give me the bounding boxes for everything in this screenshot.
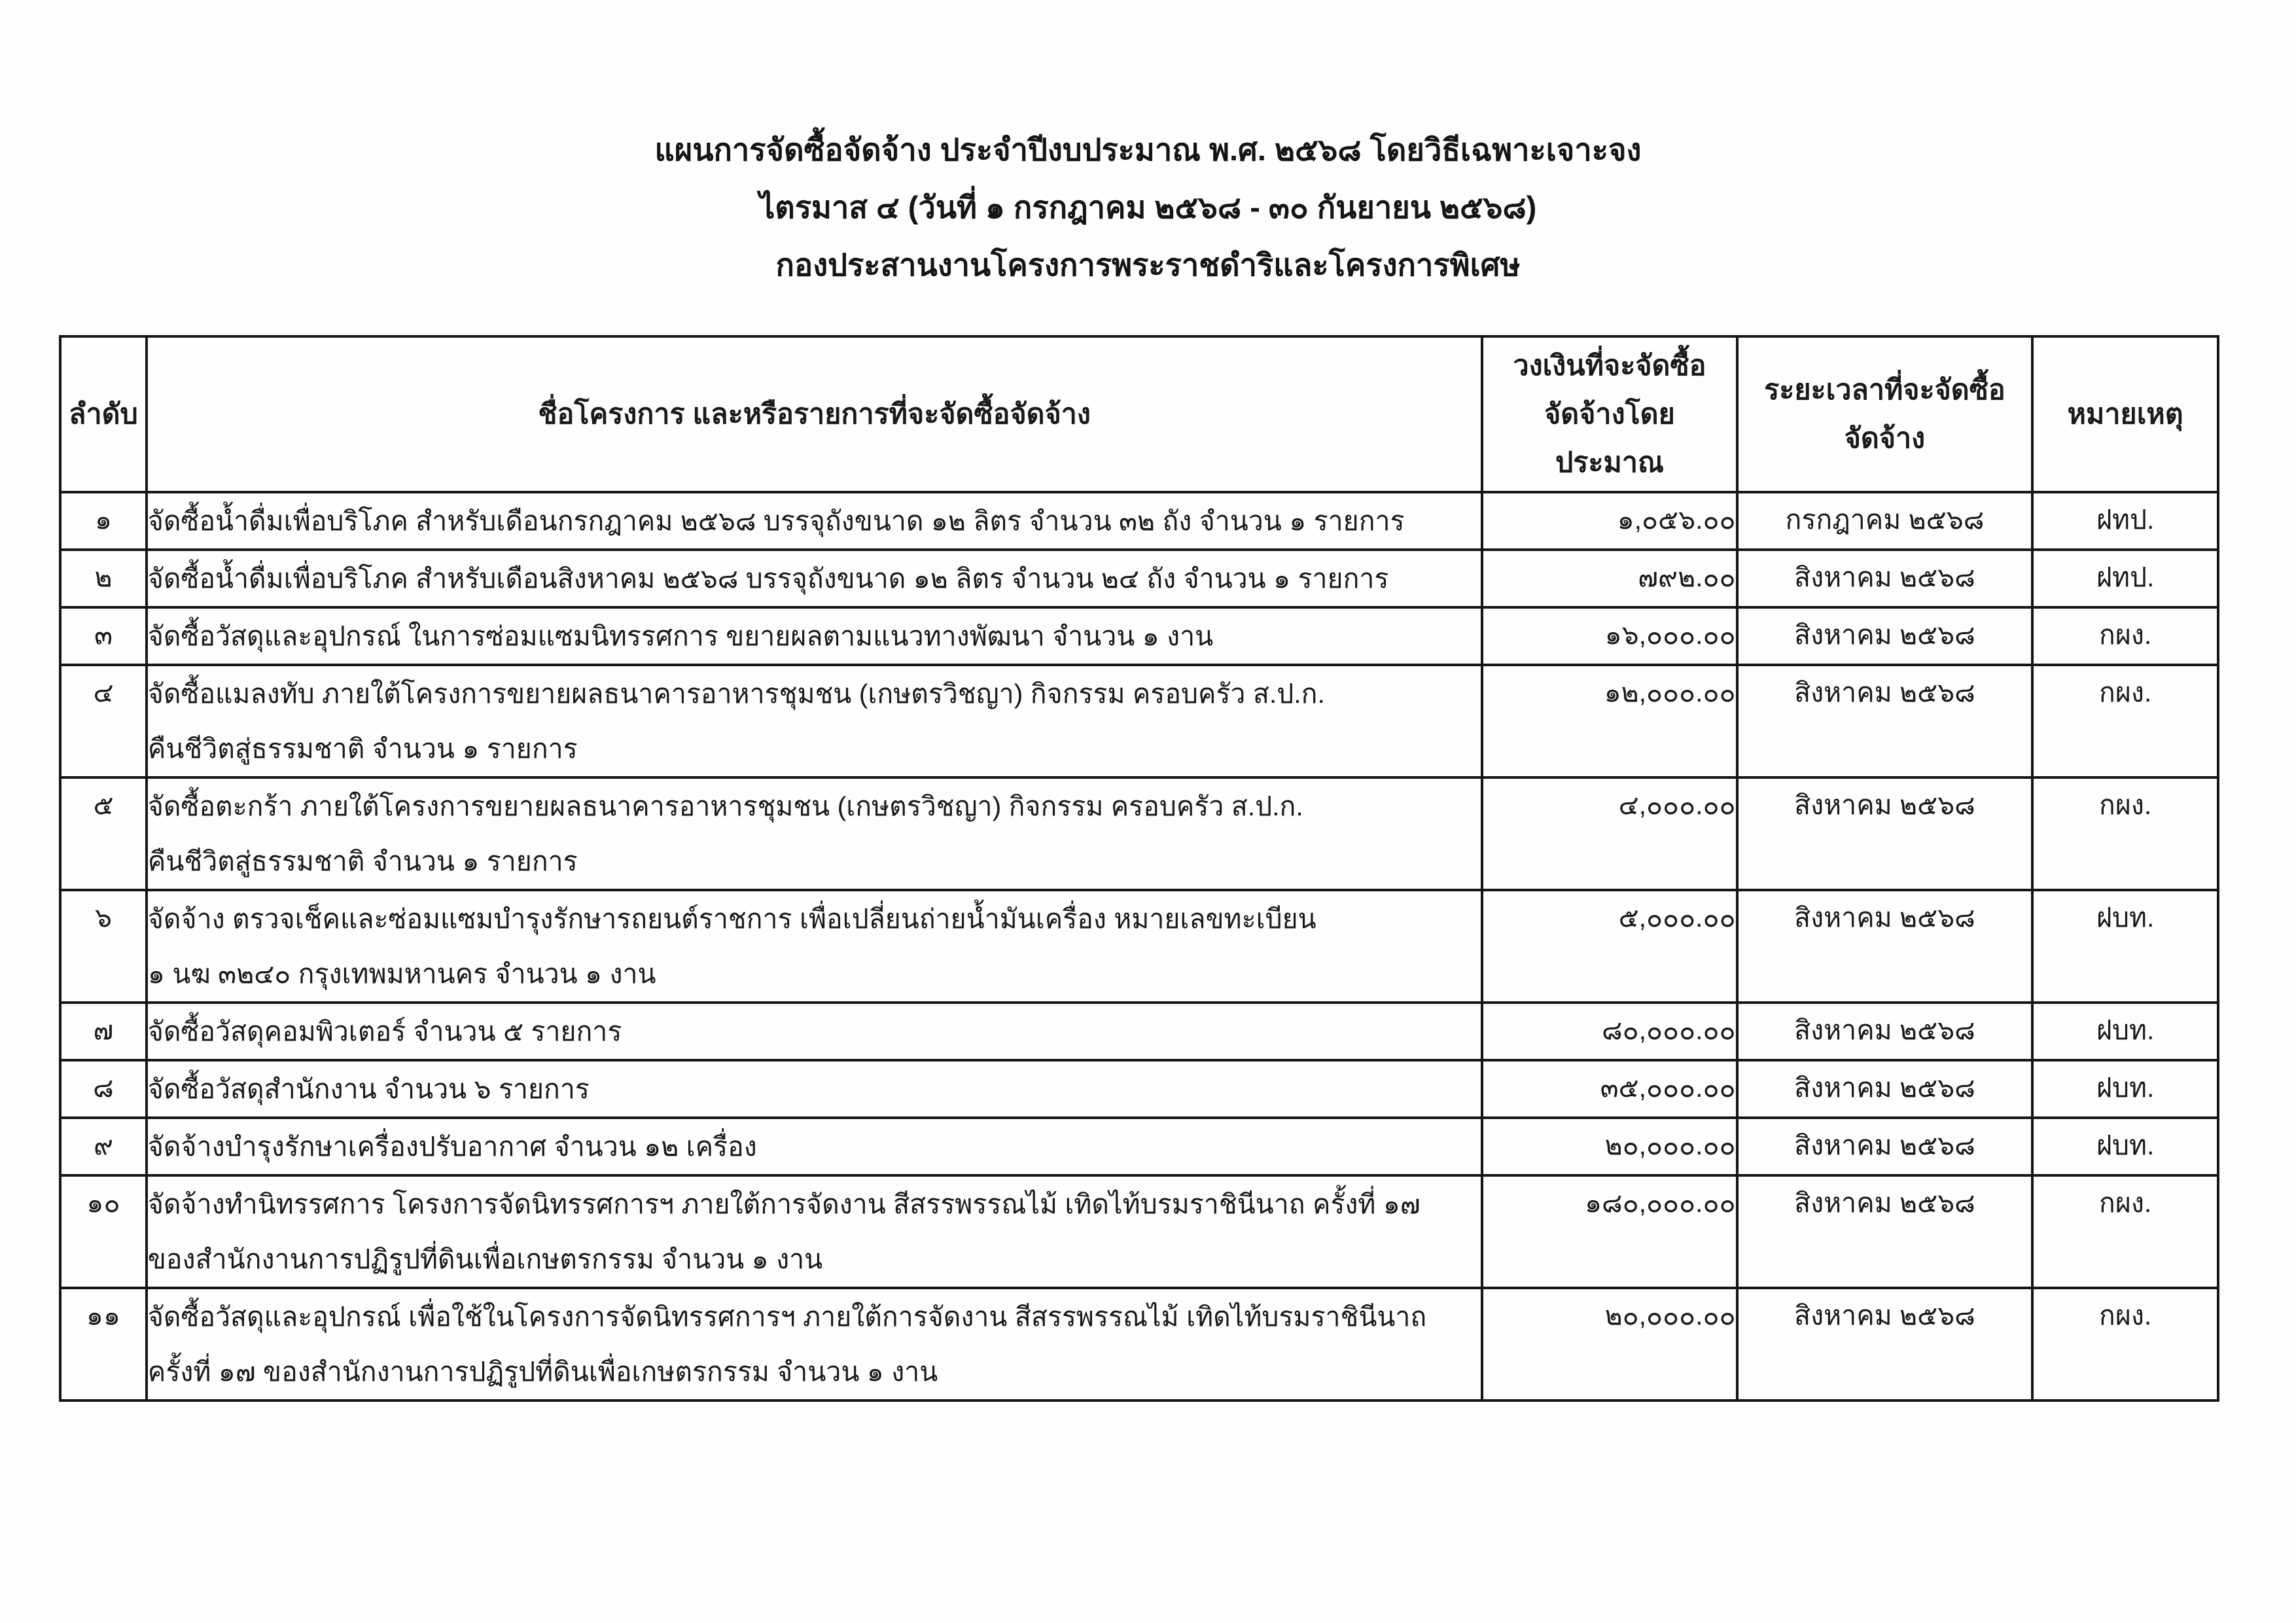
period-cell: สิงหาคม ๒๕๖๘ [1737,890,2033,1003]
project-name-line: จัดซื้อตะกร้า ภายใต้โครงการขยายผลธนาคารอาหารชุมชน (เกษตรวิชญา) กิจกรรม ครอบครัว ส.ป.ก. [147,791,1303,821]
remark-cell: กผง. [2032,1288,2218,1400]
budget-amount-cell: ๑๖,๐๐๐.๐๐ [1482,607,1737,665]
budget-amount-cell: ๑๘๐,๐๐๐.๐๐ [1482,1175,1737,1288]
remark-cell: กผง. [2032,607,2218,665]
remark-cell: ฝบท. [2032,1003,2218,1060]
remark-cell: ฝทป. [2032,550,2218,607]
budget-amount-cell: ๗๙๒.๐๐ [1482,550,1737,607]
row-number-cell: ๑๐ [60,1175,147,1288]
remark-cell: ฝบท. [2032,1060,2218,1118]
project-name-cell [147,492,1482,550]
project-name-line: คืนชีวิตสู่ธรรมชาติ จำนวน ๑ รายการ [147,734,578,764]
header-period-line1: ระยะเวลาที่จะจัดซื้อ [1764,374,2005,406]
title-line-2: ไตรมาส ๔ (วันที่ ๑ กรกฎาคม ๒๕๖๘ - ๓๐ กันยายน ๒๕๖๘) [759,190,1537,224]
project-name-line: ของสำนักงานการปฏิรูปที่ดินเพื่อเกษตรกรรม จำนวน ๑ งาน [147,1244,823,1274]
period-cell: สิงหาคม ๒๕๖๘ [1737,607,2033,665]
budget-amount-cell: ๒๐,๐๐๐.๐๐ [1482,1118,1737,1175]
remark-cell: กผง. [2032,665,2218,777]
title-line-3: กองประสานงานโครงการพระราชดำริและโครงการพิเศษ [775,247,1521,282]
project-name-line: จัดซื้อวัสดุและอุปกรณ์ เพื่อใช้ในโครงการจัดนิทรรศการฯ ภายใต้การจัดงาน สีสรรพรรณไม้ เทิดไท้บรมราชินีนาถ [147,1302,1427,1332]
table-row [60,550,2218,607]
project-name-line: จัดซื้อน้ำดื่มเพื่อบริโภค สำหรับเดือนสิงหาคม ๒๕๖๘ บรรจุถังขนาด ๑๒ ลิตร จำนวน ๒๔ ถัง จำนวน ๑ รายการ [147,563,1389,594]
header-budget-line2: จัดจ้างโดยประมาณ [1544,399,1675,478]
budget-amount-cell: ๘๐,๐๐๐.๐๐ [1482,1003,1737,1060]
table-row [60,1288,2218,1400]
project-name-line: จัดซื้อวัสดุสำนักงาน จำนวน ๖ รายการ [147,1074,590,1104]
header-remark: หมายเหตุ [2032,336,2218,492]
table-row [60,890,2218,1003]
project-name-line: คืนชีวิตสู่ธรรมชาติ จำนวน ๑ รายการ [147,846,578,876]
project-name-cell [147,1118,1482,1175]
document-title-block [0,0,2296,294]
project-name-line: ครั้งที่ ๑๗ ของสำนักงานการปฏิรูปที่ดินเพื่อเกษตรกรรม จำนวน ๑ งาน [147,1357,938,1387]
project-name-line: จัดซื้อน้ำดื่มเพื่อบริโภค สำหรับเดือนกรกฎาคม ๒๕๖๘ บรรจุถังขนาด ๑๒ ลิตร จำนวน ๓๒ ถัง จำนวน ๑ รายการ [147,506,1405,536]
procurement-plan-table [59,335,2219,1402]
project-name-line: จัดจ้างทำนิทรรศการ โครงการจัดนิทรรศการฯ ภายใต้การจัดงาน สีสรรพรรณไม้ เทิดไท้บรมราชินีนาถ ครั้งที่ ๑๗ [147,1189,1421,1219]
row-number-cell: ๑๑ [60,1288,147,1400]
period-cell: สิงหาคม ๒๕๖๘ [1737,550,2033,607]
row-number-cell: ๘ [60,1060,147,1118]
period-cell: สิงหาคม ๒๕๖๘ [1737,1060,2033,1118]
project-name-cell [147,1003,1482,1060]
project-name-line: จัดซื้อวัสดุและอุปกรณ์ ในการซ่อมแซมนิทรรศการ ขยายผลตามแนวทางพัฒนา จำนวน ๑ งาน [147,621,1214,651]
project-name-cell [147,1060,1482,1118]
header-no: ลำดับ [60,336,147,492]
project-name-cell [147,1175,1482,1288]
project-name-line: จัดซื้อวัสดุคอมพิวเตอร์ จำนวน ๕ รายการ [147,1016,622,1046]
remark-cell: กผง. [2032,1175,2218,1288]
row-number-cell: ๗ [60,1003,147,1060]
period-cell: สิงหาคม ๒๕๖๘ [1737,1288,2033,1400]
table-row [60,1060,2218,1118]
table-body [60,492,2218,1400]
table-row [60,607,2218,665]
budget-amount-cell: ๒๐,๐๐๐.๐๐ [1482,1288,1737,1400]
period-cell: สิงหาคม ๒๕๖๘ [1737,1003,2033,1060]
table-row [60,777,2218,890]
period-cell: สิงหาคม ๒๕๖๘ [1737,777,2033,890]
project-name-line: จัดจ้าง ตรวจเช็คและซ่อมแซมบำรุงรักษารถยนต์ราชการ เพื่อเปลี่ยนถ่ายน้ำมันเครื่อง หมายเลขทะเบียน [147,904,1316,934]
table-row [60,1003,2218,1060]
period-cell: สิงหาคม ๒๕๖๘ [1737,1175,2033,1288]
header-budget [1482,336,1737,492]
table-row [60,665,2218,777]
row-number-cell: ๕ [60,777,147,890]
header-budget-line1: วงเงินที่จะจัดซื้อ [1513,350,1706,382]
header-period-line2: จัดจ้าง [1844,423,1926,454]
project-name-cell [147,550,1482,607]
row-number-cell: ๖ [60,890,147,1003]
project-name-cell [147,890,1482,1003]
row-number-cell: ๒ [60,550,147,607]
budget-amount-cell: ๕,๐๐๐.๐๐ [1482,890,1737,1003]
budget-amount-cell: ๑๒,๐๐๐.๐๐ [1482,665,1737,777]
row-number-cell: ๑ [60,492,147,550]
header-project-name: ชื่อโครงการ และหรือรายการที่จะจัดซื้อจัดจ้าง [147,336,1482,492]
remark-cell: ฝบท. [2032,890,2218,1003]
row-number-cell: ๔ [60,665,147,777]
period-cell: สิงหาคม ๒๕๖๘ [1737,665,2033,777]
project-name-cell [147,665,1482,777]
title-line-1: แผนการจัดซื้อจัดจ้าง ประจำปีงบประมาณ พ.ศ. ๒๕๖๘ โดยวิธีเฉพาะเจาะจง [654,132,1642,167]
project-name-cell [147,777,1482,890]
period-cell: สิงหาคม ๒๕๖๘ [1737,1118,2033,1175]
table-header-row [60,336,2218,492]
project-name-line: จัดจ้างบำรุงรักษาเครื่องปรับอากาศ จำนวน ๑๒ เครื่อง [147,1132,757,1162]
remark-cell: ฝบท. [2032,1118,2218,1175]
table-row [60,492,2218,550]
budget-amount-cell: ๑,๐๕๖.๐๐ [1482,492,1737,550]
project-name-cell [147,1288,1482,1400]
project-name-line: ๑ นฆ ๓๒๔๐ กรุงเทพมหานคร จำนวน ๑ งาน [147,959,656,989]
table-row [60,1175,2218,1288]
remark-cell: ฝทป. [2032,492,2218,550]
project-name-line: จัดซื้อแมลงทับ ภายใต้โครงการขยายผลธนาคารอาหารชุมชน (เกษตรวิชญา) กิจกรรม ครอบครัว ส.ป.ก. [147,679,1325,709]
table-row [60,1118,2218,1175]
budget-amount-cell: ๓๕,๐๐๐.๐๐ [1482,1060,1737,1118]
project-name-cell [147,607,1482,665]
header-period [1737,336,2033,492]
period-cell: กรกฎาคม ๒๕๖๘ [1737,492,2033,550]
budget-amount-cell: ๔,๐๐๐.๐๐ [1482,777,1737,890]
row-number-cell: ๙ [60,1118,147,1175]
row-number-cell: ๓ [60,607,147,665]
remark-cell: กผง. [2032,777,2218,890]
